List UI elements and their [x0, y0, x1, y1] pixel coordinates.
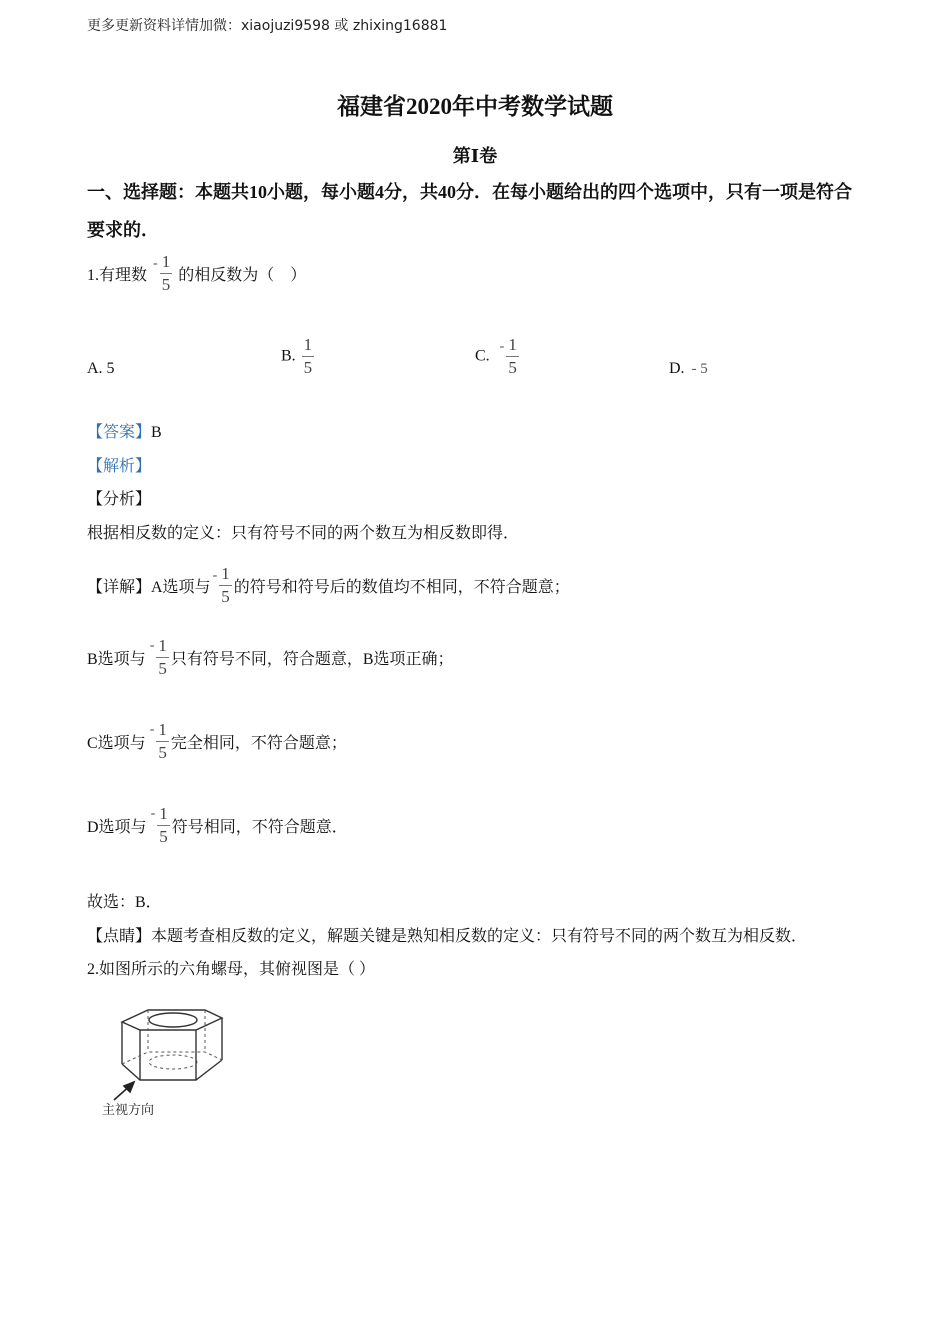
fraction — [156, 719, 169, 764]
detail-b — [87, 635, 454, 680]
option-c-label: C. — [475, 347, 490, 365]
fraction-denominator: 5 — [161, 275, 171, 294]
negative-sign: - — [149, 721, 155, 737]
hex-nut-figure — [100, 1000, 240, 1125]
fraction-denominator: 5 — [508, 358, 517, 377]
fraction-denominator: 5 — [158, 743, 167, 762]
fraction — [156, 635, 169, 680]
fraction — [157, 803, 170, 848]
option-c-fraction — [506, 334, 519, 379]
negative-sign: - — [499, 338, 505, 354]
detail-d-suffix: 符号相同，不符合题意． — [171, 819, 348, 836]
option-b-fraction — [302, 334, 315, 379]
detail-c — [87, 719, 347, 764]
fraction-denominator: 5 — [221, 587, 230, 606]
detail-b-prefix: B选项与 — [87, 651, 146, 668]
detail-c-prefix: C选项与 — [87, 735, 146, 752]
jiexi-label: 【解析】 — [87, 458, 152, 475]
detail-a — [87, 563, 570, 608]
option-d-value: - 5 — [691, 361, 708, 377]
detail-d-prefix: D选项与 — [87, 819, 147, 836]
conclusion: 故选：B． — [87, 894, 162, 911]
question-2: 2.如图所示的六角螺母，其俯视图是（ ） — [87, 961, 376, 978]
negative-sign: - — [153, 255, 158, 271]
fraction — [219, 563, 232, 608]
fraction-denominator: 5 — [303, 358, 313, 377]
option-c — [475, 334, 521, 379]
detail-c-suffix: 完全相同，不符合题意； — [170, 735, 347, 752]
detail-b-suffix: 只有符号不同，符合题意，B选项正确； — [170, 651, 454, 668]
fraction-numerator: 1 — [219, 563, 232, 586]
detail-a-prefix: 【详解】A选项与 — [87, 579, 211, 596]
answer-value: B — [151, 424, 162, 441]
volume-heading: 第Ⅰ卷 — [452, 146, 498, 166]
answer-label: 【答案】 — [87, 424, 152, 441]
negative-sign: - — [149, 637, 155, 653]
fraction-numerator: 1 — [156, 719, 169, 742]
fraction-numerator: 1 — [302, 334, 315, 357]
fenxi-label: 【分析】 — [87, 491, 152, 508]
option-d-label: D. — [669, 360, 685, 377]
fenxi-text: 根据相反数的定义：只有符号不同的两个数互为相反数即得． — [87, 525, 520, 542]
fraction-denominator: 5 — [158, 659, 167, 678]
answer-line — [87, 419, 162, 442]
option-a: A. 5 — [87, 360, 115, 377]
hex-nut-drawing — [100, 1000, 240, 1125]
header-note: 更多更新资料详情加微：xiaojuzi9598 或 zhixing16881 — [87, 18, 448, 34]
option-b — [281, 334, 316, 379]
fraction-numerator: 1 — [506, 334, 519, 357]
option-b-label: B. — [281, 347, 296, 365]
question-1 — [87, 251, 306, 296]
fraction-denominator: 5 — [159, 827, 168, 846]
option-d — [669, 360, 708, 378]
fraction-numerator: 1 — [157, 803, 170, 826]
figure-caption: 主视方向 — [102, 1103, 155, 1118]
section-heading: 一、选择题：本题共10小题，每小题4分，共40分．在每小题给出的四个选项中，只有一项是符合要求的． — [87, 182, 852, 240]
detail-a-suffix: 的符号和符号后的数值均不相同，不符合题意； — [233, 579, 570, 596]
fraction-numerator: 1 — [160, 251, 173, 274]
dianjing: 【点睛】本题考查相反数的定义，解题关键是熟知相反数的定义：只有符号不同的两个数互为相反数． — [87, 928, 808, 945]
fraction — [160, 251, 173, 296]
fraction-numerator: 1 — [156, 635, 169, 658]
question-1-prefix: 1.有理数 — [87, 267, 148, 284]
detail-d — [87, 803, 348, 848]
question-1-suffix: 的相反数为（ ） — [178, 267, 307, 284]
negative-sign: - — [212, 567, 218, 583]
negative-sign: - — [150, 805, 156, 821]
page-title: 福建省2020年中考数学试题 — [337, 94, 613, 119]
